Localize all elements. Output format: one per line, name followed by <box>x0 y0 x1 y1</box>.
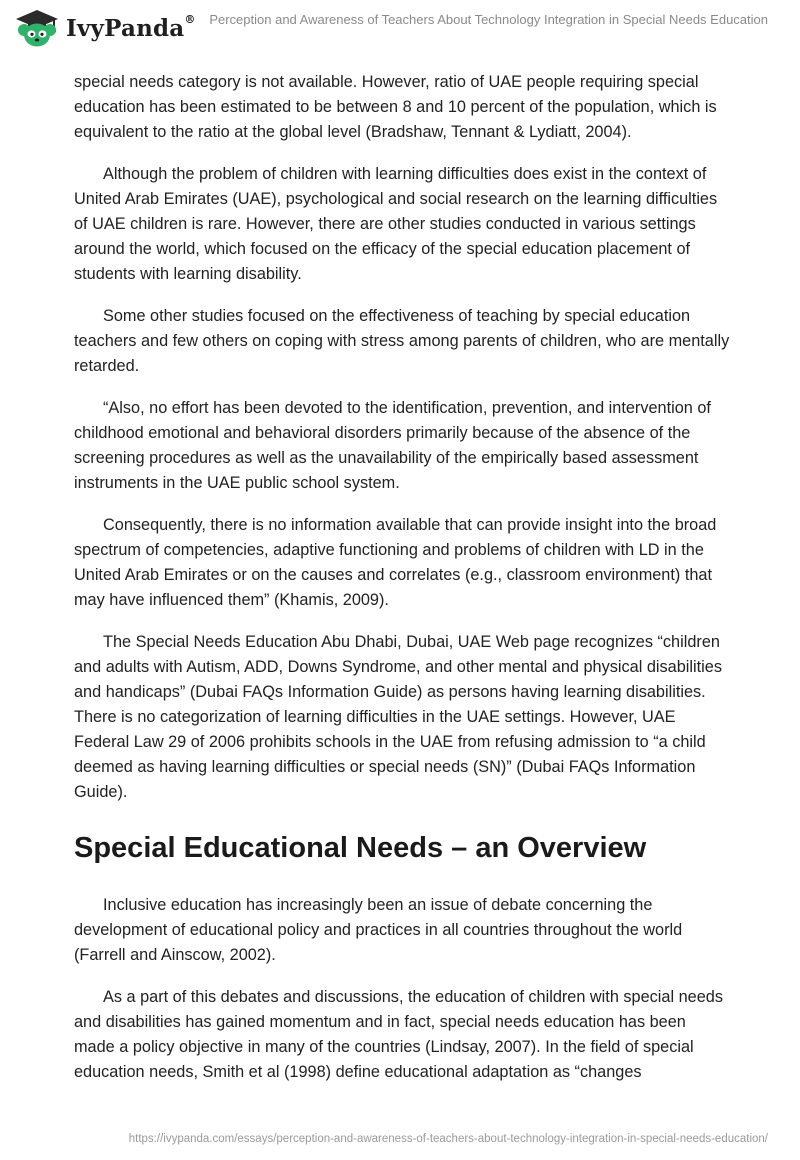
paragraph: “Also, no effort has been devoted to the identification, prevention, and intervention of childhood emotional and behavioral disorders primarily because of the absence of the screening procedures as well as the unavailability of the empirically based assessment instruments in the UAE public school system. <box>74 399 711 492</box>
section-heading: Special Educational Needs – an Overview <box>74 832 647 864</box>
paragraph: special needs category is not available. However, ratio of UAE people requiring special education has been estimated to be between 8 and 10 percent of the population, which is equivalent to the ratio at the global level (Bradshaw, Tennant & Lydiatt, 2004). <box>74 73 717 141</box>
panda-graduate-icon <box>14 8 60 48</box>
paragraph: Inclusive education has increasingly been an issue of debate concerning the development of educational policy and practices in all countries throughout the world (Farrell and Ainscow, 2002). <box>74 896 683 964</box>
ivypanda-logo[interactable] <box>14 8 196 48</box>
paragraph: As a part of this debates and discussions, the education of children with special needs and disabilities has gained momentum and in fact, special needs education has been made a policy objective in many of the countries (Lindsay, 2007). In the field of special education needs, Smith et al (1998) define educational adaptation as “changes <box>74 988 723 1081</box>
page-header <box>0 0 800 62</box>
paragraph: The Special Needs Education Abu Dhabi, Dubai, UAE Web page recognizes “children and adults with Autism, ADD, Downs Syndrome, and other mental and physical disabilities and handicaps” (Dubai FAQs Information Guide) as persons having learning disabilities. There is no categorization of learning difficulties in the UAE settings. However, UAE Federal Law 29 of 2006 prohibits schools in the UAE from refusing admission to “a child deemed as having learning difficulties or special needs (SN)” (Dubai FAQs Information Guide). <box>74 633 722 801</box>
paragraph: Some other studies focused on the effectiveness of teaching by special education teachers and few others on coping with stress among parents of children, who are mentally retarded. <box>74 307 730 375</box>
document-title: Perception and Awareness of Teachers About Technology Integration in Special Needs Education <box>209 12 768 27</box>
paragraph: Although the problem of children with learning difficulties does exist in the context of United Arab Emirates (UAE), psychological and social research on the learning difficulties of UAE children is rare. However, there are other studies conducted in various settings around the world, which focused on the efficacy of the special education placement of students with learning disability. <box>74 165 718 283</box>
source-url[interactable]: https://ivypanda.com/essays/perception-and-awareness-of-teachers-about-technology-integration-in-special-needs-education/ <box>128 1133 768 1145</box>
paragraph: Consequently, there is no information available that can provide insight into the broad spectrum of competencies, adaptive functioning and problems of children with LD in the United Arab Emirates or on the causes and correlates (e.g., classroom environment) that may have influenced them” (Khamis, 2009). <box>74 516 717 609</box>
brand-name: IvyPanda <box>66 14 185 42</box>
essay-body <box>74 70 730 1102</box>
registered-mark: ® <box>184 12 196 26</box>
